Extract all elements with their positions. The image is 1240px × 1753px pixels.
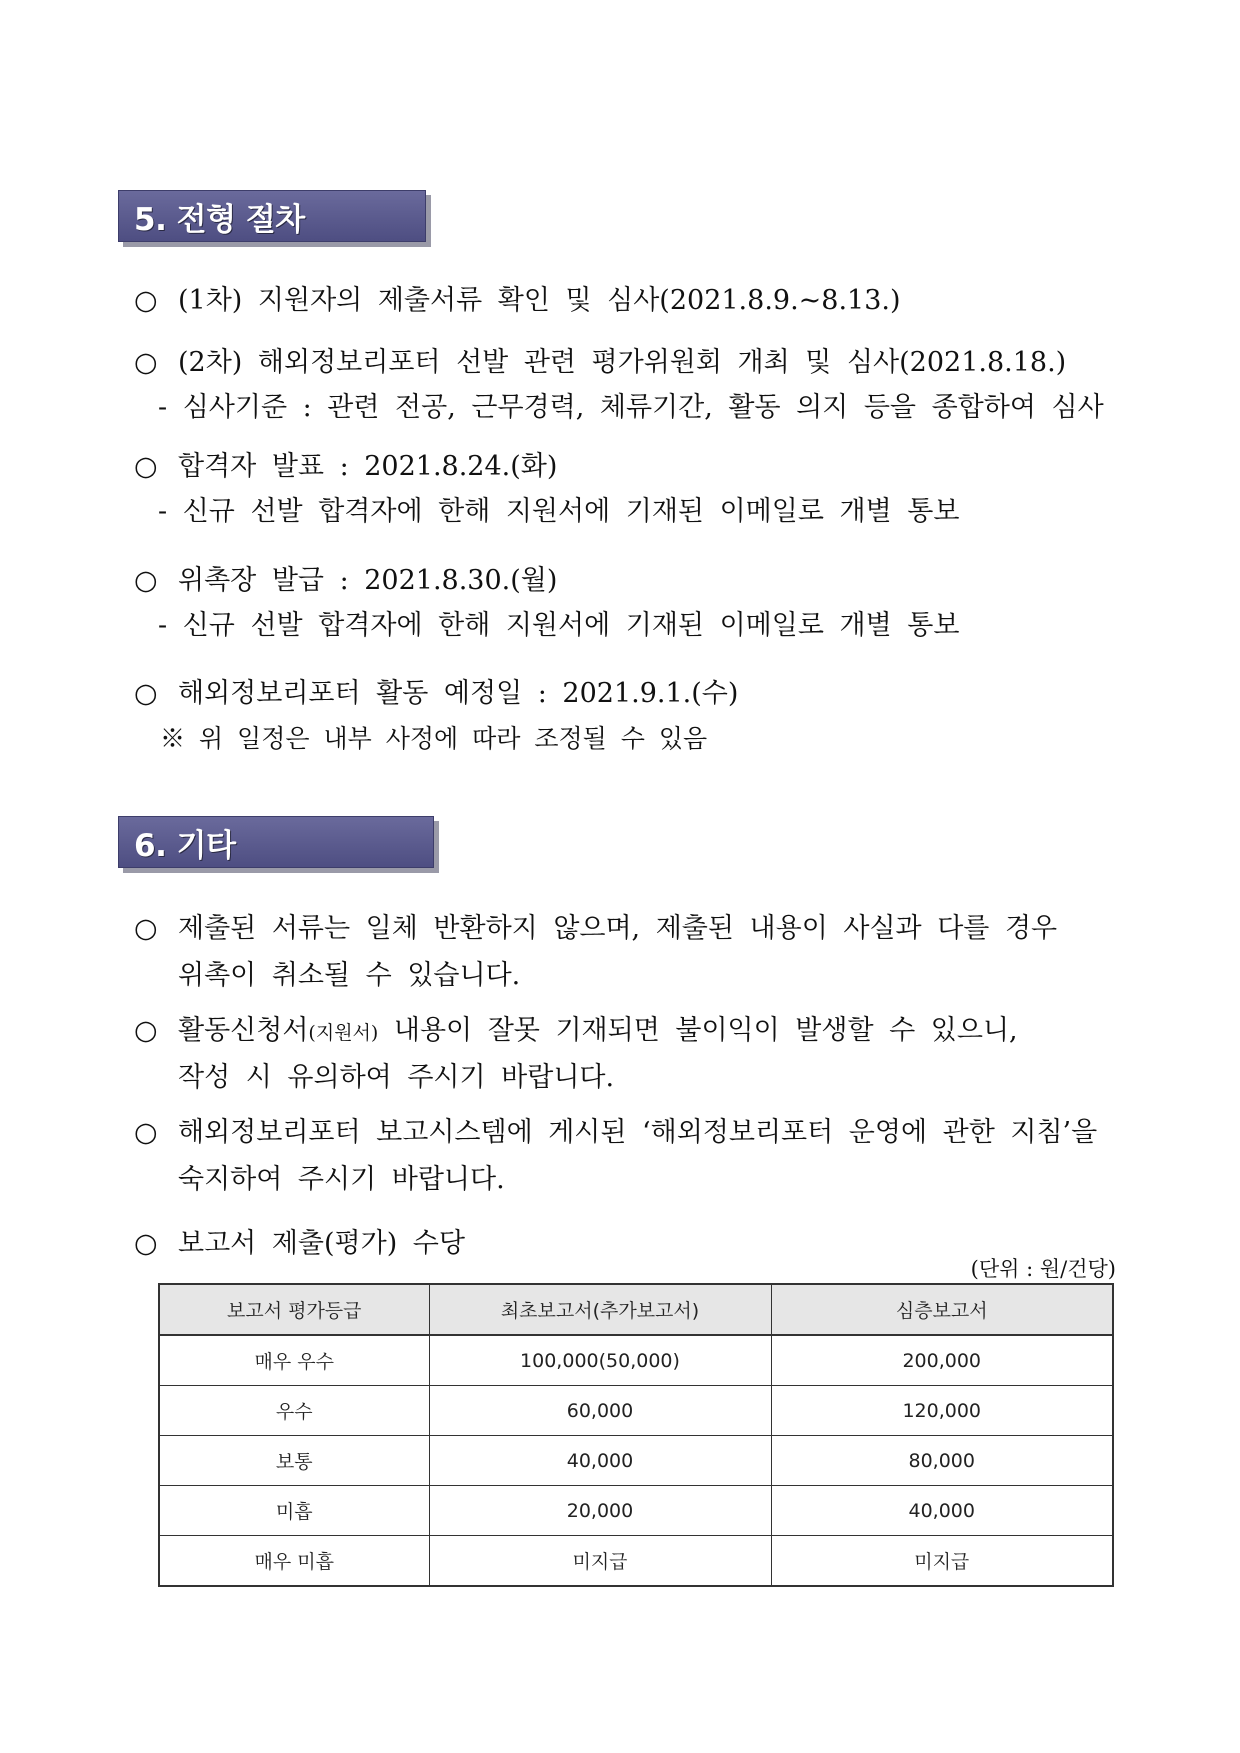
list-item <box>134 349 1066 376</box>
table-cell: 40,000 <box>771 1486 1113 1536</box>
table-cell: 120,000 <box>771 1386 1113 1436</box>
circle-bullet: ○ <box>134 913 158 944</box>
item-text: 해외정보리포터 활동 예정일 : 2021.9.1.(수) <box>178 678 739 709</box>
table-cell: 미흡 <box>159 1486 429 1536</box>
table-cell: 미지급 <box>771 1536 1113 1587</box>
table-cell: 80,000 <box>771 1436 1113 1486</box>
section-6-title: 6. 기타 <box>134 827 236 864</box>
table-row <box>159 1335 1113 1386</box>
sub-item: - 신규 선발 합격자에 한해 지원서에 기재된 이메일로 개별 통보 <box>158 496 960 527</box>
table-header-cell: 보고서 평가등급 <box>159 1284 429 1335</box>
unit-label: (단위 : 원/건당) <box>970 1257 1116 1281</box>
circle-bullet: ○ <box>134 451 158 482</box>
item-text: (2차) 해외정보리포터 선발 관련 평가위원회 개최 및 심사(2021.8.18.) <box>178 347 1067 378</box>
table-cell: 매우 우수 <box>159 1335 429 1386</box>
table-row <box>159 1436 1113 1486</box>
circle-bullet: ○ <box>134 678 158 709</box>
item-text: 위촉장 발급 : 2021.8.30.(월) <box>178 565 558 596</box>
allowance-table <box>158 1283 1114 1587</box>
item-text: 제출된 서류는 일체 반환하지 않으며, 제출된 내용이 사실과 다를 경우 <box>178 913 1058 944</box>
table-cell: 200,000 <box>771 1335 1113 1386</box>
circle-bullet: ○ <box>134 1228 158 1259</box>
circle-bullet: ○ <box>134 285 158 316</box>
table-cell: 60,000 <box>429 1386 771 1436</box>
sub-item: - 신규 선발 합격자에 한해 지원서에 기재된 이메일로 개별 통보 <box>158 610 960 641</box>
item-text: 합격자 발표 : 2021.8.24.(화) <box>178 451 558 482</box>
item-continuation: 작성 시 유의하여 주시기 바랍니다. <box>178 1062 615 1093</box>
list-item <box>134 1017 1018 1044</box>
list-item <box>134 567 557 594</box>
item-continuation: 숙지하여 주시기 바랍니다. <box>178 1164 505 1195</box>
list-item <box>134 915 1057 942</box>
circle-bullet: ○ <box>134 1015 158 1046</box>
table-cell: 40,000 <box>429 1436 771 1486</box>
table-cell: 매우 미흡 <box>159 1536 429 1587</box>
circle-bullet: ○ <box>134 1117 158 1148</box>
table-row <box>159 1536 1113 1587</box>
table-cell: 20,000 <box>429 1486 771 1536</box>
table-row <box>159 1386 1113 1436</box>
list-item <box>134 1230 465 1257</box>
schedule-note: ※ 위 일정은 내부 사정에 따라 조정될 수 있음 <box>160 724 708 753</box>
table-header-cell: 최초보고서(추가보고서) <box>429 1284 771 1335</box>
list-item <box>134 287 901 314</box>
item-text: (1차) 지원자의 제출서류 확인 및 심사(2021.8.9.~8.13.) <box>178 285 901 316</box>
table-cell: 미지급 <box>429 1536 771 1587</box>
section-5-header <box>118 190 426 242</box>
table-header-row <box>159 1284 1113 1335</box>
item-text-small: (지원서) <box>308 1022 379 1044</box>
table-row <box>159 1486 1113 1536</box>
item-continuation: 위촉이 취소될 수 있습니다. <box>178 960 521 991</box>
item-text: 해외정보리포터 보고시스템에 게시된 ‘해외정보리포터 운영에 관한 지침’을 <box>178 1117 1098 1148</box>
list-item <box>134 680 738 707</box>
list-item <box>134 453 557 480</box>
section-6-header <box>118 816 434 868</box>
circle-bullet: ○ <box>134 347 158 378</box>
table-header-cell: 심층보고서 <box>771 1284 1113 1335</box>
sub-item: - 심사기준 : 관련 전공, 근무경력, 체류기간, 활동 의지 등을 종합하여 심사 <box>158 392 1104 423</box>
list-item <box>134 1119 1097 1146</box>
table-cell: 우수 <box>159 1386 429 1436</box>
item-text: 활동신청서 <box>178 1015 309 1046</box>
item-text: 보고서 제출(평가) 수당 <box>178 1228 465 1259</box>
table-cell: 100,000(50,000) <box>429 1335 771 1386</box>
table-cell: 보통 <box>159 1436 429 1486</box>
item-text: 내용이 잘못 기재되면 불이익이 발생할 수 있으니, <box>378 1015 1018 1046</box>
circle-bullet: ○ <box>134 565 158 596</box>
section-5-title: 5. 전형 절차 <box>134 201 305 238</box>
